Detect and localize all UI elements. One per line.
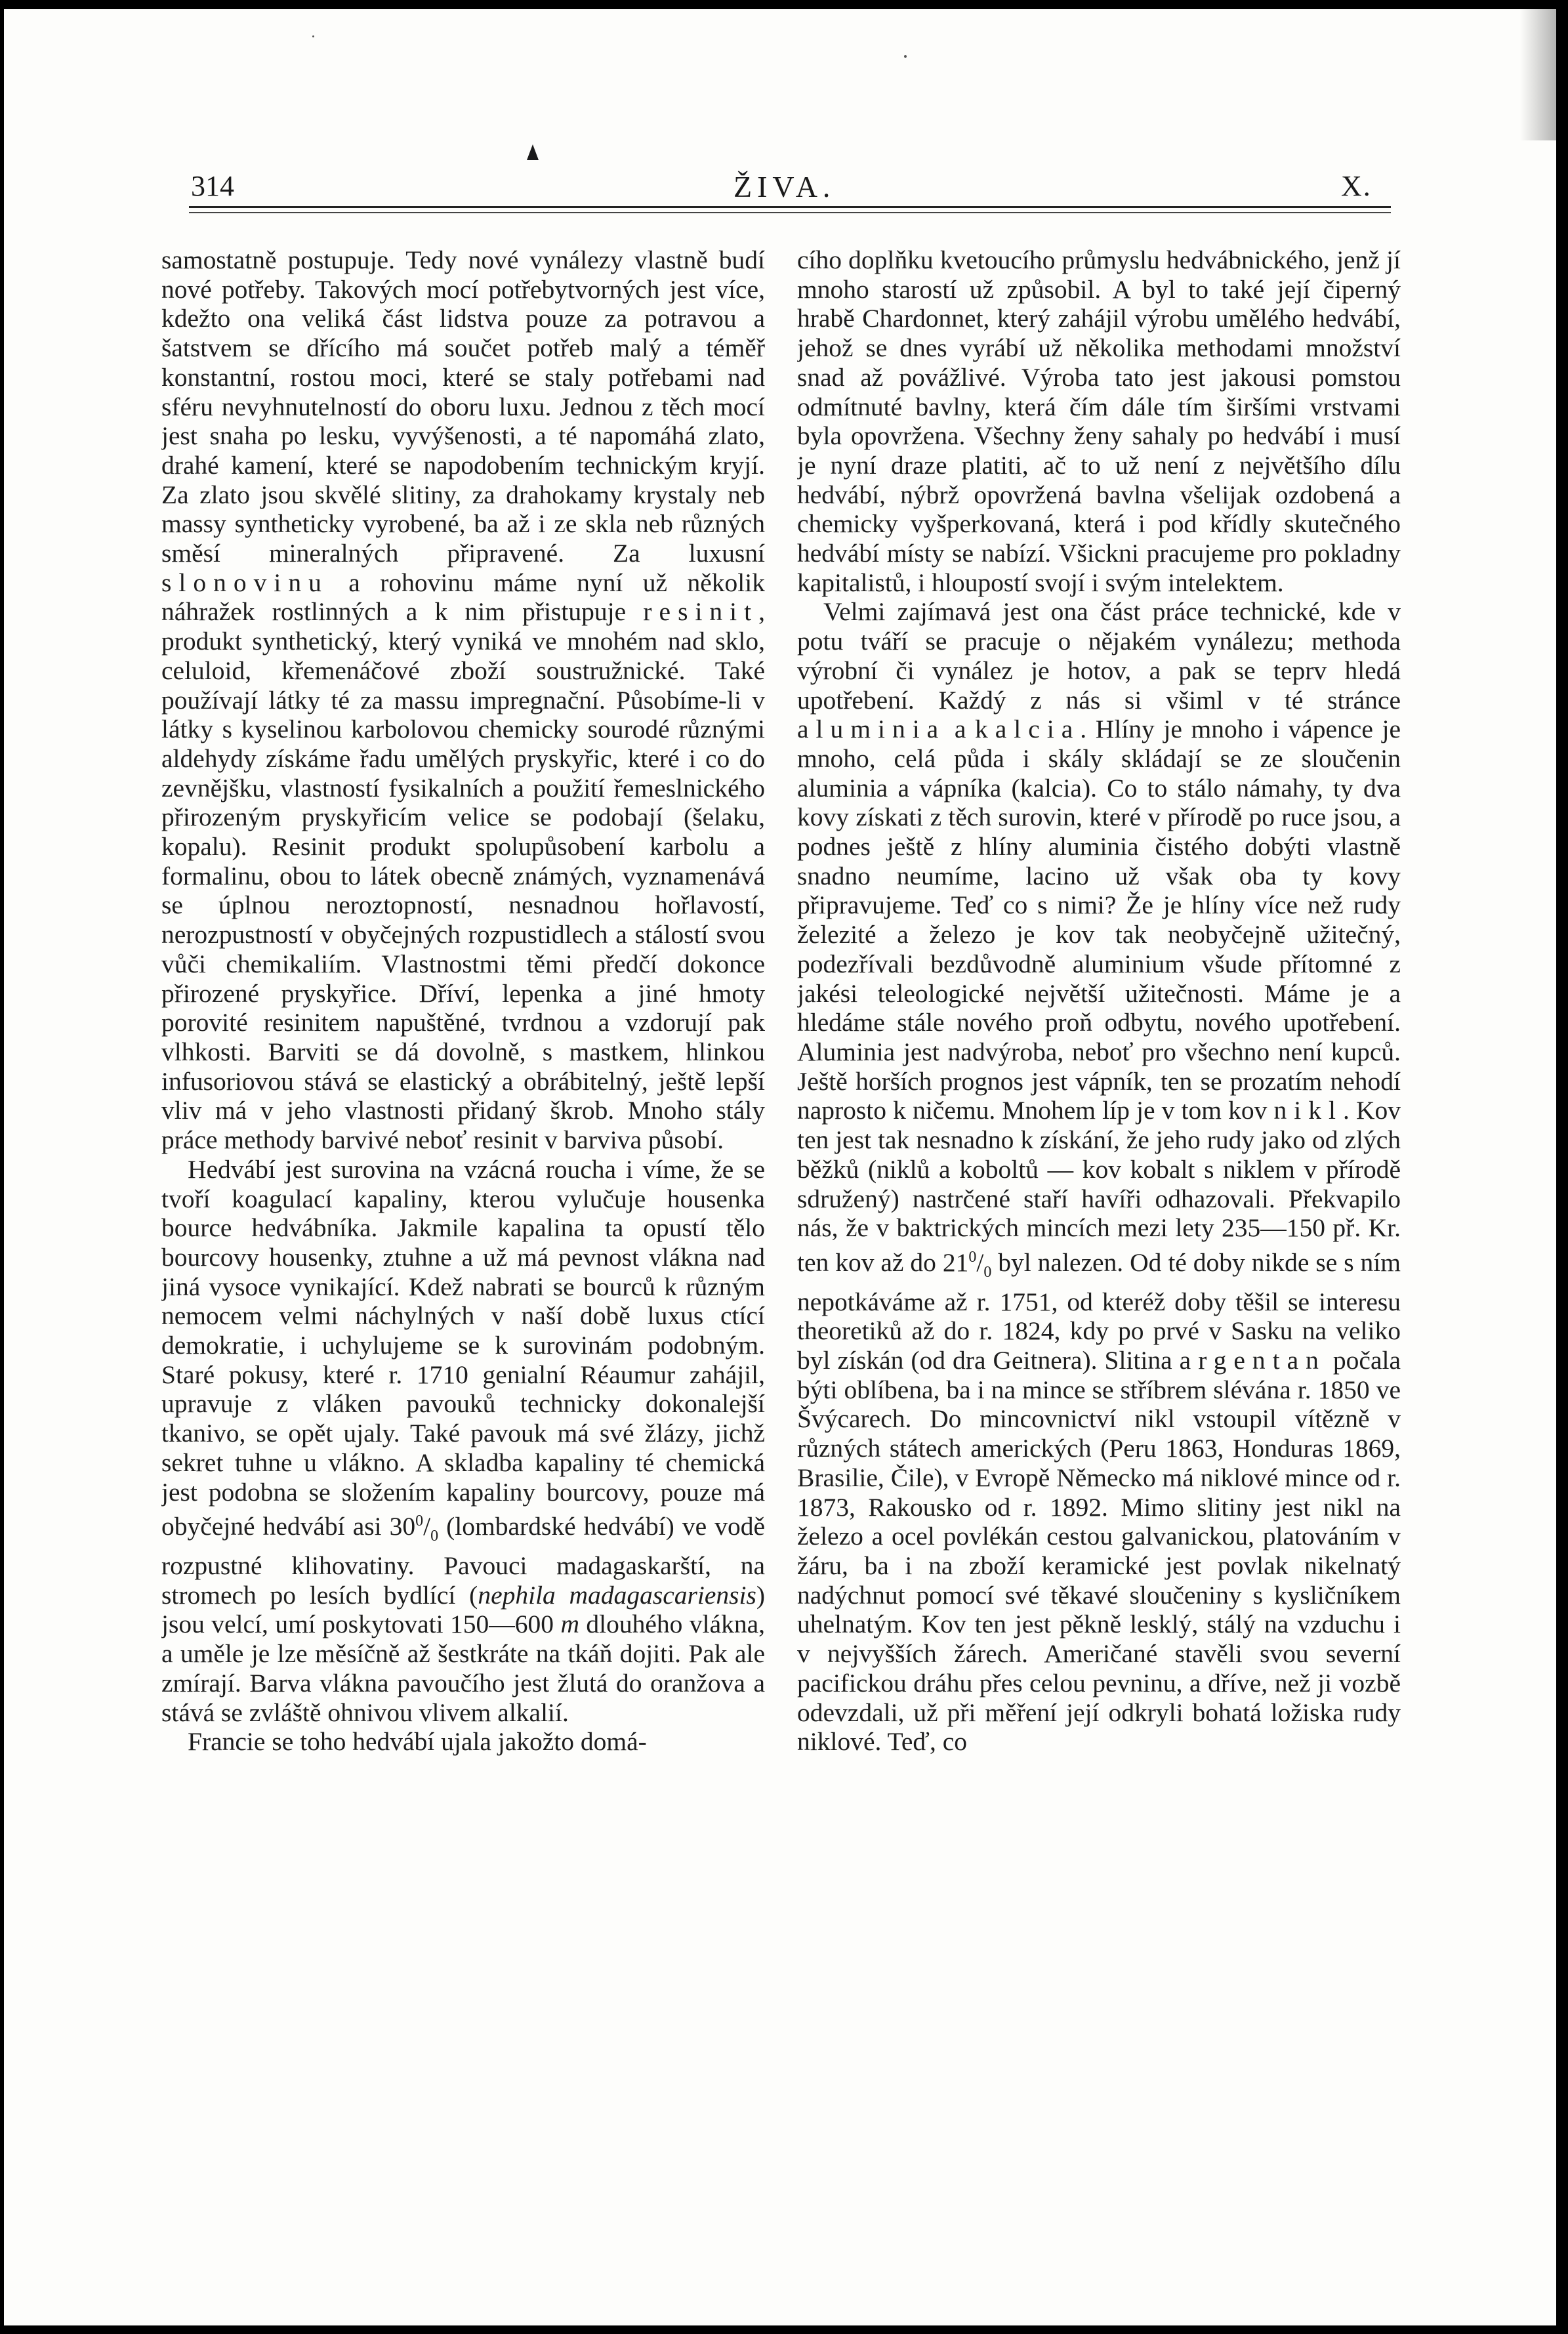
page-number: 314 [191, 170, 234, 202]
page-arrow-mark [527, 144, 539, 160]
left-column [161, 245, 765, 2260]
paragraph-metals: Velmi zajímavá jest ona část práce technické, kde v potu tváří se pracuje o nějakém vynálezu; methoda výrobní či vynález je hotov, a pak se teprv hledá upotřebení. Každý z nás si všiml v té stránce aluminia a kalcia. Hlíny je mnoho i vápence je mnoho, celá půda i skály skládají se ze sloučenin aluminia a vápníka (kalcia). Co to stálo námahy, ty dva kovy získati z těch surovin, které v přírodě po ruce jsou, a podnes ještě z hlíny aluminia čistého dobýti vlastně snadno neumíme, lacino už však oba ty kovy připravujeme. Teď co s nimi? Že je hlíny více než rudy železité a železo je kov tak neobyčejně užitečný, podezřívali bezdůvodně aluminium všude přítomné z jakési teleologické největší užitečnosti. Máme je a hledáme stále nového proň odbytu, nového upotřebení. Aluminia jest nadvýroba, neboť pro všechno není kupců. Ještě horších prognos jest vápník, ten se prozatím nehodí naprosto k ničemu. Mnohem líp je v tom kov nikl. Kov ten jest tak nesnadno k získání, že jeho rudy jako od zlých běžků (niklů a koboltů — kov kobalt s niklem v přírodě sdružený) nastrčené staří havíři odhazovali. Překvapilo nás, že v baktrických mincích mezi lety 235—150 př. Kr. ten kov až do $21^0/_0$ byl nalezen. Od té doby nikde se s ním nepotkáváme až r. 1751, od kteréž doby těšil se interesu theoretiků až do r. 1824, kdy po prvé v Sasku na veliko byl získán (od dra Geitnera). Slitina argentan počala býti oblíbena, ba i na mince se stříbrem slévána r. 1850 ve Švýcarech. Do mincovnictví nikl vstoupil vítězně v různých státech amerických (Peru 1863, Honduras 1869, Brasilie, Čile), v Evropě Německo má niklové mince od r. 1873, Rakousko od r. 1892. Mimo slitiny jest nikl na železo a ocel povlékán cestou galvanickou, platováním v žáru, ba i na zboží keramické jest povlak nikelnatý nadýchnut pomocí své těkavé sloučeniny s kysličníkem uhelnatým. Kov ten jest pěkně lesklý, stálý na vzduchu i v nejvyšších žárech. Američané stavěli svou severní pacifickou dráhu přes celou pevninu, a dříve, než ji vozbě odevzdali, už při měření její odkryli bohatá ložiska rudy niklové. Teď, co [797, 597, 1401, 1757]
spaced-term-slonovinu: slonovinu [161, 568, 329, 597]
scan-speck [312, 35, 314, 37]
header-rule-thick [189, 206, 1391, 208]
right-column [797, 245, 1401, 2260]
spaced-term-argentan: argentan [1179, 1346, 1326, 1375]
paragraph-artificial-silk: cího doplňku kvetoucího průmyslu hedvábnického, jenž jí mnoho starostí už způsobil. A byl to také její čiperný hrabě Chardonnet, který zahájil výrobu umělého hedvábí, jehož se dnes vyrábí už několika methodami množství snad až povážlivé. Výroba tato jest jakousi pomstou odmítnuté bavlny, která čím dále tím širšími vrstvami byla opovržena. Všechny ženy sahaly po hedvábí i musí je nyní draze platiti, ač to už není z největšího dílu hedvábí, nýbrž opovržená bavlna všelijak ozdobená a chemicky vyšperkovaná, která i pod křídly skutečného hedvábí místy se nabízí. Všickni pracujeme pro pokladny kapitalistů, i hloupostí svojí i svým intelektem. [797, 245, 1401, 597]
spaced-term-aluminia: aluminia [797, 715, 946, 744]
spaced-term-nikl: nikl [1273, 1096, 1343, 1125]
paragraph-silk: Hedvábí jest surovina na vzácná roucha i víme, že se tvoří koagulací kapaliny, kterou vylučuje housenka bource hedvábníka. Jakmile kapalina ta opustí tělo bourcovy housenky, ztuhne a už má pevnost vlákna nad jiná vysoce vynikající. Kdež nabrati se bourců k různým nemocem velmi náchylných v naší době luxus ctící demokratie, i uchylujeme se k surovinám podobným. Staré pokusy, které r. 1710 genialní Réaumur zahájil, upravuje z vláken pavouků technicky dokonalejší tkanivo, se opět ujaly. Také pavouk má své žlázy, jichž sekret tuhne u vlákno. A skladba kapaliny té chemická jest podobna se složením kapaliny bourcovy, pouze má obyčejné hedvábí asi $30^0/_0$ (lombardské hedvábí) ve vodě rozpustné klihovatiny. Pavouci madagaskarští, na stromech po lesích bydlící (nephila madagascariensis) jsou velcí, umí poskytovati 150—600 m dlouhého vlákna, a uměle je lze měsíčně až šestkráte na tkáň dojiti. Pak ale zmírají. Barva vlákna pavoučího jest žlutá do oranžova a stává se zvláště ohnivou vlivem alkalií. [161, 1154, 765, 1727]
spaced-term-resinit: resinit [643, 597, 759, 627]
spaced-term-kalcia: kalcia [975, 715, 1081, 744]
paragraph-france: Francie se toho hedvábí ujala jakožto domá- [188, 1727, 647, 1757]
species-name: nephila madagascariensis [478, 1580, 756, 1610]
header-rule-thin [189, 212, 1391, 213]
volume-number: X. [1341, 170, 1372, 202]
journal-title: ŽIVA. [733, 170, 836, 203]
paragraph-luxury-substitutes: samostatně postupuje. Tedy nové vynálezy vlastně budí nové potřeby. Takových mocí potřebytvorných jest více, kdežto ona veliká část lidstva pouze za potravou a šatstvem se dřícího má součet potřeb malý a téměř konstantní, rostou moci, které se staly potřebami nad sféru nevyhnutelností do oboru luxu. Jednou z těch mocí jest snaha po lesku, vyvýšenosti, a té napomáhá zlato, drahé kamení, které se napodobením technickým kryjí. Za zlato jsou skvělé slitiny, za drahokamy krystaly neb massy syntheticky vyrobené, ba až i ze skla neb různých směsí mineralných připravené. Za luxusní slonovinu a rohovinu máme nyní už několik náhražek rostlinných a k nim přistupuje resinit, produkt synthetický, který vyniká ve mnohém nad sklo, celuloid, křemenáčové zboží soustružnické. Také používají látky té za massu impregnační. Působíme-li v látky s kyselinou karbolovou chemicky sourodé různými aldehydy získáme řadu umělých pryskyřic, které i co do zevnějšku, vlastností fysikalních a použití řemeslnického přirozeným pryskyřicím velice se podobají (šelaku, kopalu). Resinit produkt spolupůsobení karbolu a formalinu, obou to látek obecně známých, vyznamenává se úplnou neroztopností, nesnadnou hořlavostí, nerozpustností v obyčejných rozpustidlech a stálostí svou vůči chemikaliím. Vlastnostmi těmi předčí dokonce přirozené pryskyřice. Dříví, lepenka a jiné hmoty porovité resinitem napuštěné, tvrdnou a vzdorují pak vlhkosti. Barviti se dá dovolně, s mastkem, hlinkou infusoriovou stává se elastický a obrábitelný, ještě lepší vliv má v jeho vlastnosti přidaný škrob. Mnoho stály práce methody barvivé neboť resinit v barviva působí. [161, 245, 765, 1155]
running-header [4, 160, 1556, 203]
scan-speck [904, 55, 907, 58]
scanned-page [4, 9, 1556, 2325]
